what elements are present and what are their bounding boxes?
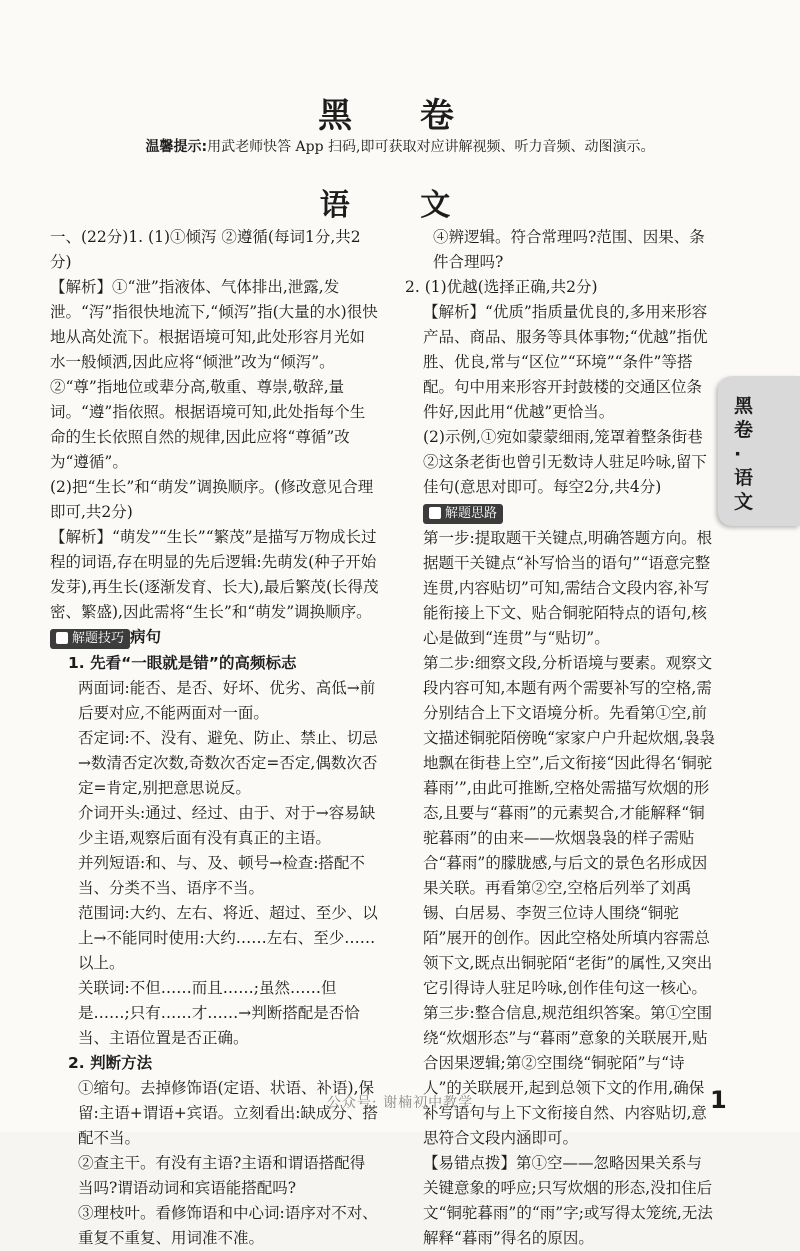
tips-box: [50, 629, 130, 649]
tip-range: 范围词:大约、左右、将近、超过、至少、以上→不能同时使用:大约……左右、至少……以上。: [78, 904, 378, 972]
tip-two-sided: 两面词:能否、是否、好坏、优劣、高低→前后要对应,不能两面对一面。: [78, 679, 376, 722]
tip-text: 用武老师快答 App 扫码,即可获取对应讲解视频、听力音频、动图演示。: [207, 139, 655, 155]
tip-negation: 否定词:不、没有、避免、防止、禁止、切忌→数清否定次数,奇数次否定=否定,偶数次否定=肯定,别把意思说反。: [78, 729, 378, 797]
q2-2-answer: (2)示例,①宛如蒙蒙细雨,笼罩着整条街巷: [423, 428, 703, 446]
step-3: 第三步:整合信息,规范组织答案。第①空围绕“炊烟形态”与“暮雨”意象的关联展开,贴合因果逻辑;第②空围绕“铜驼陌”与“诗人”的关联展开,起到总领下文的作用,确保补写语句与上下文衔接自然、内容贴切,意思符合文段内涵即可。: [423, 1004, 713, 1147]
step-2: 第二步:细察文段,分析语境与要素。观察文段内容可知,本题有两个需要补写的空格,需分别结合上下文语境分析。先看第①空,前文描述铜驼陌傍晚“家家户户升起炊烟,袅袅地飘在街巷上空”,后文衔接“因此得名‘铜驼暮雨’”,由此可推断,空格处需描写炊烟的形态,且要与“暮雨”的元素契合,才能解释“铜驼暮雨”的由来——炊烟袅袅的样子需贴合“暮雨”的朦胧感,与后文的景色名形成因果关联。再看第②空,空格后列举了刘禹锡、白居易、李贺三位诗人围绕“铜驼陌”展开的创作。因此空格处所填内容需总领下文,既点出铜驼陌“老街”的属性,又突出它引得诗人驻足吟咏,创作佳句这一核心。: [423, 654, 715, 997]
tips-heading: [50, 625, 380, 651]
q2-analysis: 【解析】“优质”指质量优良的,多用来形容产品、商品、服务等具体事物;“优越”指优胜、优良,常与“区位”“环境”“条件”等搭配。句中用来形容开封鼓楼的交通区位条件好,因此用“优越”更恰当。: [423, 303, 708, 421]
q1-answer: 一、(22分)1. (1)①倾泻 ②遵循(每词1分,共2分): [50, 228, 361, 271]
thinking-heading: [405, 500, 715, 526]
subject-heading: 语 文: [319, 188, 481, 223]
q2-2-answer-b: ②这条老街也曾引无数诗人驻足吟咏,留下佳句(意思对即可。每空2分,共4分): [423, 453, 707, 496]
method-1: ①缩句。去掉修饰语(定语、状语、补语),保留:主语+谓语+宾语。立刻看出:缺成分、搭配不当。: [78, 1079, 378, 1147]
q2-answer: 2. (1)优越(选择正确,共2分): [405, 278, 598, 296]
tip-2-heading: 2. 判断方法: [68, 1054, 153, 1072]
key-icon: [56, 632, 68, 644]
tip-conjunction: 关联词:不但……而且……;虽然……但是……;只有……才……→判断搭配是否恰当、主语位置是否正确。: [78, 979, 360, 1047]
method-4: ④辨逻辑。符合常理吗?范围、因果、条件合理吗?: [433, 228, 705, 271]
tip-1-heading: 1. 先看“一眼就是错”的高频标志: [68, 654, 297, 672]
step-1: 第一步:提取题干关键点,明确答题方向。根据题干关键点“补写恰当的语句”“语意完整连贯,内容贴切”可知,需结合文段内容,补写能衔接上下文、贴合铜驼陌特点的语句,核心是做到“连贯”与“贴切”。: [423, 529, 713, 647]
q1-2-analysis: 【解析】“萌发”“生长”“繁茂”是描写万物成长过程的词语,存在明显的先后逻辑:先萌发(种子开始发芽),再生长(逐渐发育、长大),最后繁茂(长得茂密、繁盛),因此需将“生长”和“萌发”调换顺序。: [50, 528, 379, 621]
q1-2-answer: (2)把“生长”和“萌发”调换顺序。(修改意见合理即可,共2分): [50, 478, 374, 521]
q1-analysis: 【解析】①“泄”指液体、气体排出,泄露,发泄。“泻”指很快地流下,“倾泻”指(大量的水)很快地从高处流下。根据语境可知,此处形容月光如水一般倾洒,因此应将“倾泄”改为“倾泻”。②“尊”指地位或辈分高,敬重、尊崇,敬辞,量词。“遵”指依照。根据语境可知,此处指每个生命的生长依照自然的规律,因此应将“尊循”改为“遵循”。: [50, 278, 378, 471]
edit-icon: [429, 507, 441, 519]
method-3: ③理枝叶。看修饰语和中心词:语序对不对、重复不重复、用词准不准。: [78, 1204, 378, 1247]
tips-topic: 病句: [130, 628, 162, 646]
thinking-box: [423, 504, 503, 524]
footer-watermark: 公众号: 谢楠初中教学: [326, 1095, 474, 1111]
tip-line: [0, 136, 800, 156]
tips-box-label: 解题技巧: [72, 631, 125, 646]
tip-label: 温馨提示:: [145, 139, 208, 155]
thinking-box-label: 解题思路: [445, 506, 498, 521]
tip-parallel: 并列短语:和、与、及、顿号→检查:搭配不当、分类不当、语序不当。: [78, 854, 365, 897]
page-number: 1: [710, 1086, 727, 1114]
paper-title: 黑 卷: [318, 96, 482, 136]
side-tab-label: 黑卷·语文: [734, 395, 754, 513]
tip-preposition: 介词开头:通过、经过、由于、对于→容易缺少主语,观察后面有没有真正的主语。: [78, 804, 376, 847]
side-tab: [718, 376, 800, 526]
method-2: ②查主干。有没有主语?主语和谓语搭配得当吗?谓语动词和宾语能搭配吗?: [78, 1154, 366, 1197]
error-tip: 【易错点拨】第①空——忽略因果关系与关键意象的呼应;只写炊烟的形态,没扣住后文“铜驼暮雨”的“雨”字;或写得太笼统,无法解释“暮雨”得名的原因。: [423, 1154, 713, 1247]
